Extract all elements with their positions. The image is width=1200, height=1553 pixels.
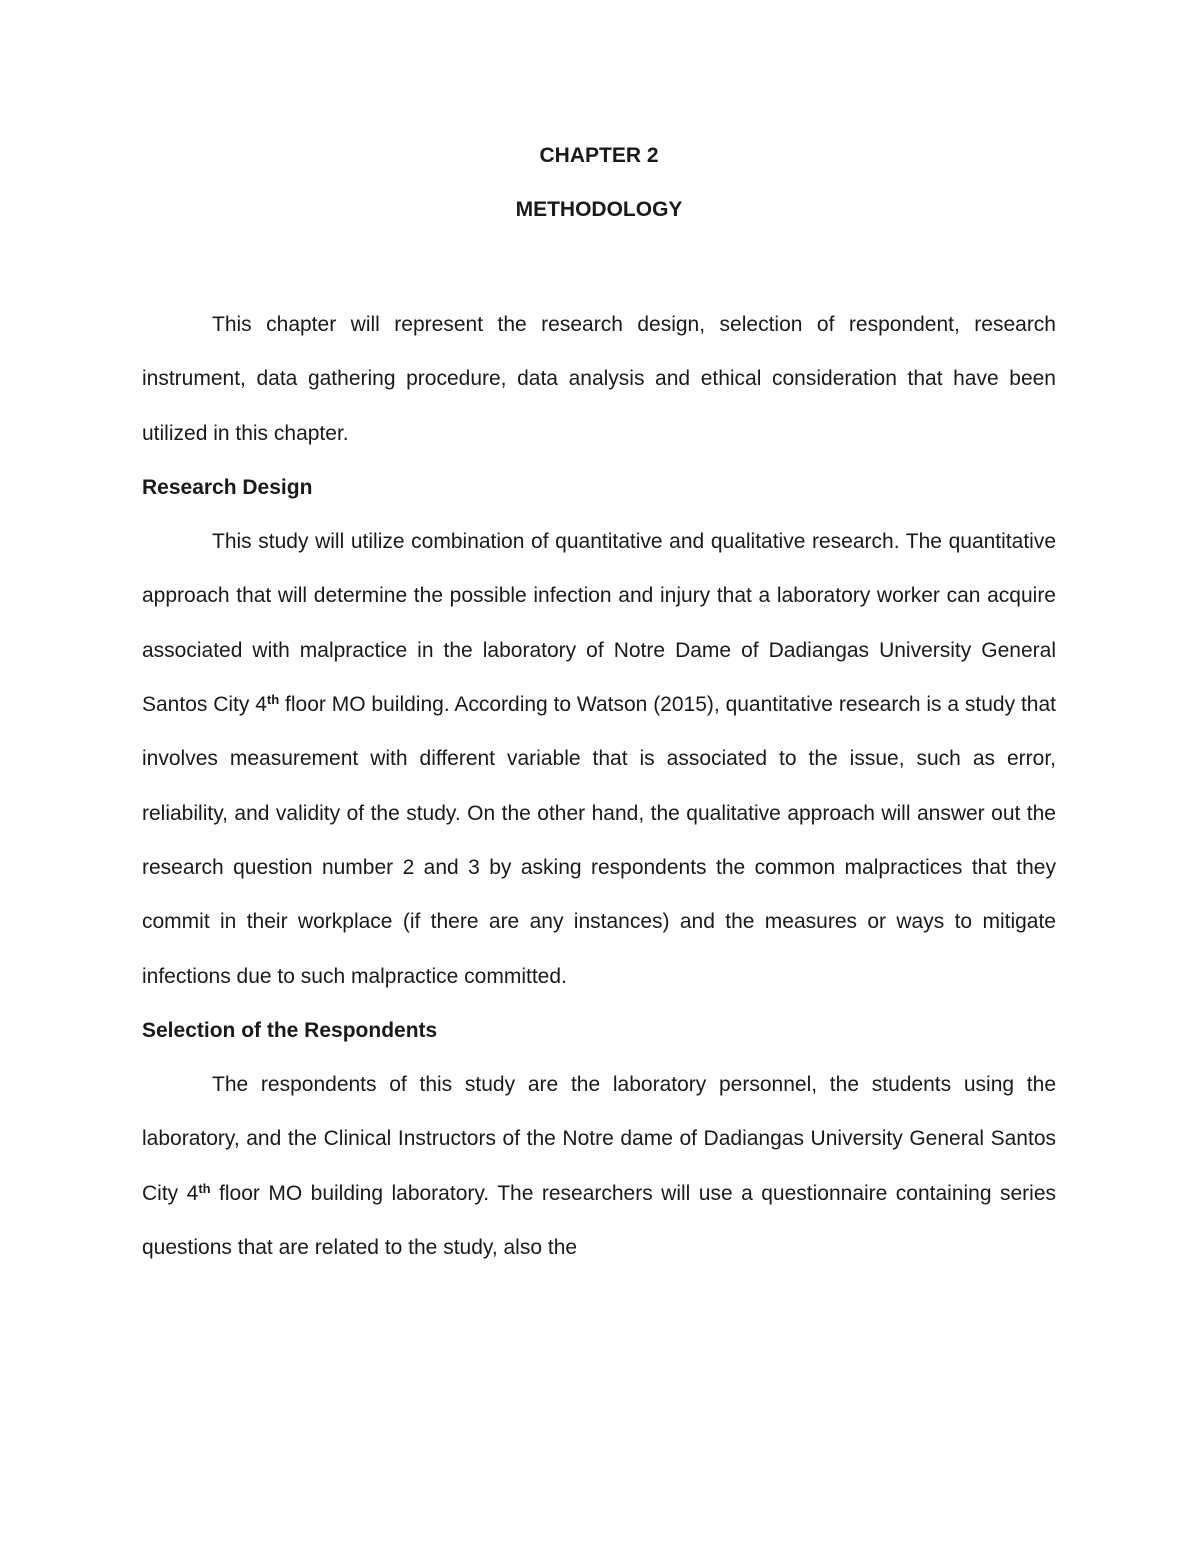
research-design-paragraph (142, 515, 1056, 1004)
ordinal-suffix: th (266, 692, 280, 708)
section-heading-research-design: Research Design (142, 475, 313, 499)
paragraph-text: This study will utilize combination of quantitative and qualitative research. The quantitative approach that will determine the possible infection and injury that a laboratory worker can acquire associated with malpractice in the laboratory of Notre Dame of Dadiangas University General Santos City 4 (142, 530, 1056, 717)
section-heading-selection-of-respondents: Selection of the Respondents (142, 1018, 438, 1042)
chapter-title: METHODOLOGY (515, 198, 683, 221)
paragraph-text: The respondents of this study are the laboratory personnel, the students using the laboratory, and the Clinical Instructors of the Notre dame of Dadiangas University General Santos City 4 (142, 1073, 1056, 1205)
ordinal-suffix: th (198, 1180, 211, 1196)
selection-of-respondents-paragraph (142, 1058, 1056, 1275)
paragraph-text: floor MO building laboratory. The researchers will use a questionnaire containing series questions that are related to the study, also the (142, 1181, 1056, 1260)
document-page (142, 138, 1056, 1275)
chapter-number: CHAPTER 2 (539, 144, 659, 167)
intro-paragraph: This chapter will represent the research design, selection of respondent, research instrument, data gathering procedure, data analysis and ethical consideration that have been utilized in this chapter. (142, 313, 1056, 445)
paragraph-text: floor MO building. According to Watson (2015), quantitative research is a study that involves measurement with different variable that is associated to the issue, such as error, reliability, and validity of the study. On the other hand, the qualitative approach will answer out the research question number 2 and 3 by asking respondents the common malpractices that they commit in their workplace (if there are any instances) and the measures or ways to mitigate infections due to such malpractice committed. (142, 693, 1056, 988)
